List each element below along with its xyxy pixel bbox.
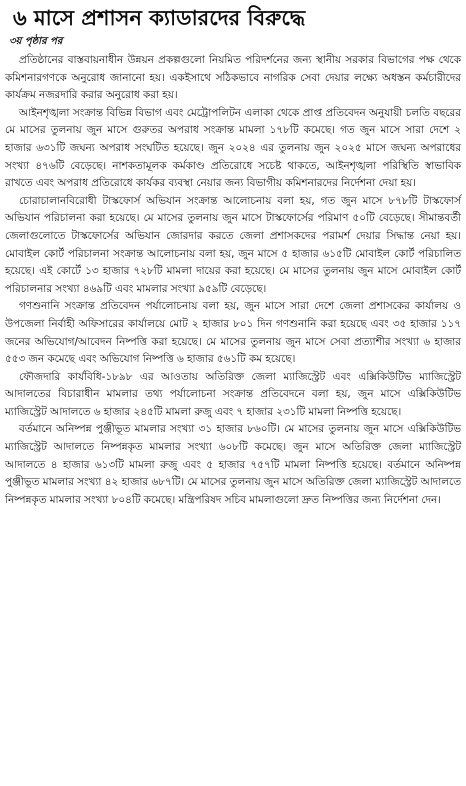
continued-from-label: ৩য় পৃষ্ঠার পর xyxy=(9,36,63,47)
article-paragraph-3: চোরাচালানবিরোধী টাস্কফোর্স অভিযান সংক্রান্ত আলোচনায় বলা হয়, গত জুন মাসে ৮৭৮টি টাস্কফোর্স অভিযান পরিচালনা করা হয়েছে। মে মাসের তুলনায় জুন মাসে টাস্কফোর্সের পরিমাণ ৫০টি বেড়েছে। সীমান্তবর্তী জেলাগুলোতে টাস্কফোর্সের অভিযান জোরদার করতে জেলা প্রশাসকদের পরামর্শ দেয়ার সিদ্ধান্ত নেয়া হয়। মোবাইল কোর্ট পরিচালনা সংক্রান্ত আলোচনায় বলা হয়, জুন মাসে ৫ হাজার ৬১৫টি মোবাইল কোর্ট পরিচালিত হয়েছে। এই কোর্টে ১৩ হাজার ৭২৮টি মামলা দায়ের করা হয়েছে। মে মাসের তুলনায় জুন মাসে মোবাইল কোর্ট পরিচালনার সংখ্যা ৪৬৯টি এবং মামলার সংখ্যা ৯৫৯টি বেড়েছে। xyxy=(5,194,461,295)
article-paragraph-1: প্রতিষ্ঠানের বাস্তবায়নাধীন উন্নয়ন প্রকল্পগুলো নিয়মিত পরিদর্শনের জন্য স্থানীয় সরকার বিভাগের পক্ষ থেকে কমিশনারগণকে অনুরোধ জানানো হয়। একইসাথে সঠিকভাবে নাগরিক সেবা দেয়ার লক্ষ্যে অধস্তন কর্মচারীদের কার্যক্রম নজরদারি করার অনুরোধ করা হয়। xyxy=(5,54,461,102)
article-paragraph-5: ফৌজদারি কার্যবিধি-১৮৯৮ এর আওতায় অতিরিক্ত জেলা ম্যাজিস্ট্রেট এবং এক্সিকিউটিভ ম্যাজিস্ট্রেট আদালতের বিচারাধীন মামলার তথ্য পর্যালোচনা সংক্রান্ত প্রতিবেদনে বলা হয়, জুন মাসে এক্সিকিউটিভ ম্যাজিস্ট্রেট আদালতে ৬ হাজার ২৪৫টি মামলা রুজু এবং ৭ হাজার ২৩১টি মামলা নিষ্পত্তি হয়েছে। xyxy=(5,370,461,418)
article-paragraph-2: আইনশৃঙ্খলা সংক্রান্ত বিভিন্ন বিভাগ এবং মেট্রোপলিটন এলাকা থেকে প্রাপ্ত প্রতিবেদন অনুযায়ী চলতি বছরের মে মাসের তুলনায় জুন মাসে গুরুতর অপরাধ সংক্রান্ত মামলা ১৭৮টি কমেছে। গত জুন মাসে সারা দেশে ২ হাজার ৬৩১টি জঘন্য অপরাধ সংঘটিত হয়েছে। জুন ২০২৪ এর তুলনায় জুন ২০২৫ মাসে জঘন্য অপরাধের সংখ্যা ৪৭৬টি বেড়েছে। নাশকতামূলক কর্মকাণ্ড প্রতিরোধে সচেষ্ট থাকতে, আইনশৃঙ্খলা পরিস্থিতি স্বাভাবিক রাখতে এবং অপরাধ প্রতিরোধে কার্যকর ব্যবস্থা নেয়ার জন্য বিভাগীয় কমিশনারদের নির্দেশনা দেয়া হয়। xyxy=(5,106,461,190)
article-paragraph-6: বর্তমানে অনিষ্পন্ন পুঞ্জীভূত মামলার সংখ্যা ৩১ হাজার ৮৬০টি। মে মাসের তুলনায় জুন মাসে এক্সিকিউটিভ ম্যাজিস্ট্রেট আদালতে নিষ্পন্নকৃত মামলার সংখ্যা ৬০৮টি কমেছে। জুন মাসে অতিরিক্ত জেলা ম্যাজিস্ট্রেট আদালতে ৪ হাজার ৬১৩টি মামলা রুজু এবং ৫ হাজার ৭৫৭টি মামলা নিষ্পত্তি হয়েছে। বর্তমানে অনিষ্পন্ন পুঞ্জীভূত মামলার সংখ্যা ৪২ হাজার ৬৮৭টি। মে মাসের তুলনায় জুন মাসে অতিরিক্ত জেলা ম্যাজিস্ট্রেট আদালতে নিষ্পন্নকৃত মামলার সংখ্যা ৮০৪টি কমেছে। মন্ত্রিপরিষদ সচিব মামলাগুলো দ্রুত নিষ্পত্তির জন্য নির্দেশনা দেন। xyxy=(5,423,461,506)
article-headline: ৬ মাসে প্রশাসন ক্যাডারদের বিরুদ্ধে xyxy=(13,6,306,30)
article-paragraph-4: গণশুনানি সংক্রান্ত প্রতিবেদন পর্যালোচনায় বলা হয়, জুন মাসে সারা দেশে জেলা প্রশাসকের কার্যালয় ও উপজেলা নির্বাহী অফিসারের কার্যালয়ে মোট ২ হাজার ৮০১ দিন গণশুনানি করা হয়েছে এবং ৩৫ হাজার ১১৭ জনের অভিযোগ/আবেদন নিষ্পত্তি করা হয়েছে। মে মাসের তুলনায় জুন মাসে সেবা প্রত্যাশীর সংখ্যা ৬ হাজার ৫৫৩ জন কমেছে এবং অভিযোগ নিষ্পত্তি ৬ হাজার ৫৬১টি কম হয়েছে। xyxy=(5,300,461,366)
